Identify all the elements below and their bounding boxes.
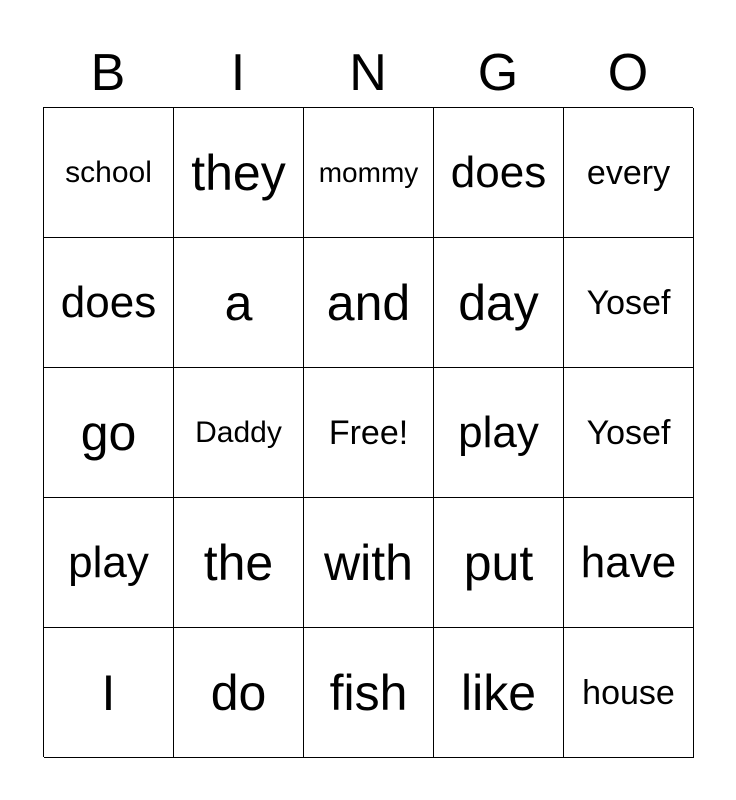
bingo-cell[interactable]: school bbox=[44, 108, 174, 238]
bingo-header bbox=[43, 40, 693, 106]
bingo-cell[interactable]: do bbox=[174, 628, 304, 758]
bingo-cell[interactable]: every bbox=[564, 108, 694, 238]
bingo-cell[interactable]: Yosef bbox=[564, 368, 694, 498]
header-letter-b: B bbox=[90, 44, 126, 102]
bingo-cell[interactable]: Daddy bbox=[174, 368, 304, 498]
bingo-cell[interactable]: put bbox=[434, 498, 564, 628]
bingo-cell[interactable]: does bbox=[44, 238, 174, 368]
bingo-cell[interactable]: a bbox=[174, 238, 304, 368]
bingo-cell[interactable]: play bbox=[44, 498, 174, 628]
bingo-cell[interactable]: and bbox=[304, 238, 434, 368]
header-letter-g: G bbox=[477, 44, 519, 102]
bingo-cell[interactable]: mommy bbox=[304, 108, 434, 238]
bingo-cell-free[interactable]: Free! bbox=[304, 368, 434, 498]
header-letter-i: I bbox=[230, 44, 246, 102]
header-letter-o: O bbox=[607, 44, 649, 102]
bingo-cell[interactable]: they bbox=[174, 108, 304, 238]
bingo-board bbox=[43, 107, 693, 757]
bingo-cell[interactable]: fish bbox=[304, 628, 434, 758]
bingo-cell[interactable]: have bbox=[564, 498, 694, 628]
bingo-cell[interactable]: with bbox=[304, 498, 434, 628]
bingo-cell[interactable]: the bbox=[174, 498, 304, 628]
bingo-cell[interactable]: Yosef bbox=[564, 238, 694, 368]
bingo-cell[interactable]: like bbox=[434, 628, 564, 758]
bingo-cell[interactable]: I bbox=[44, 628, 174, 758]
bingo-cell[interactable]: go bbox=[44, 368, 174, 498]
bingo-cell[interactable]: house bbox=[564, 628, 694, 758]
bingo-cell[interactable]: does bbox=[434, 108, 564, 238]
header-letter-n: N bbox=[349, 44, 387, 102]
bingo-cell[interactable]: day bbox=[434, 238, 564, 368]
bingo-cell[interactable]: play bbox=[434, 368, 564, 498]
